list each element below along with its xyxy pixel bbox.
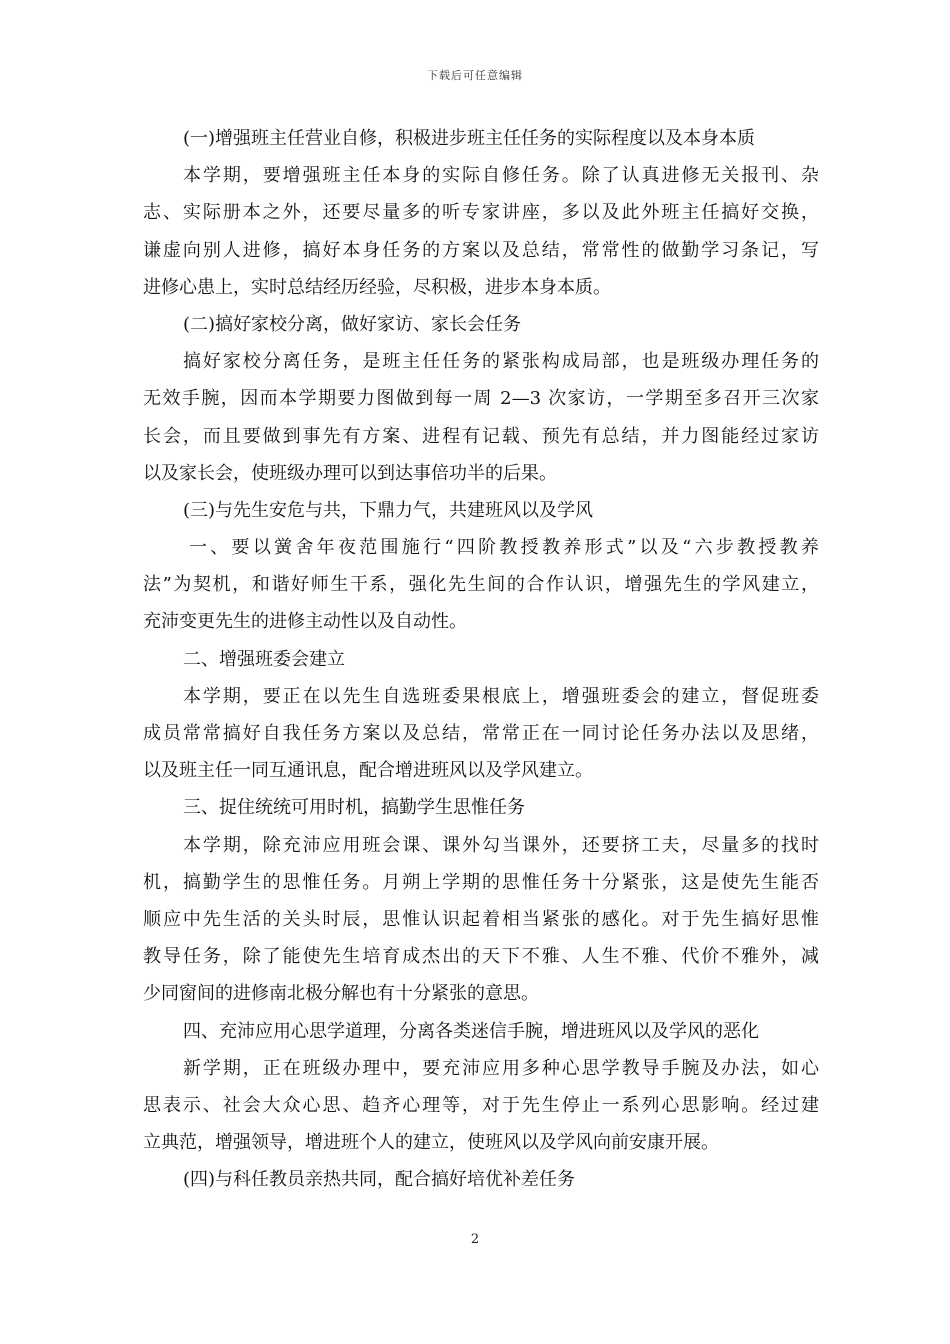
page-number: 2 bbox=[470, 1232, 480, 1247]
text-line: 进修心患上，实时总结经历经验，尽积极，进步本身本质。 bbox=[143, 276, 611, 298]
text-line: 志、实际册本之外，还要尽量多的听专家讲座，多以及此外班主任搞好交换， bbox=[143, 202, 819, 224]
text-line: 三、捉住统统可用时机，搞勤学生思惟任务 bbox=[183, 797, 525, 819]
text-line: 二、增强班委会建立 bbox=[183, 648, 345, 670]
text-line: 四、充沛应用心思学道理，分离各类迷信手腕，增进班风以及学风的恶化 bbox=[183, 1020, 759, 1042]
text-line: (三)与先生安危与共，下鼎力气，共建班风以及学风 bbox=[183, 499, 594, 521]
text-line: (一)增强班主任营业自修，积极进步班主任任务的实际程度以及本身本质 bbox=[183, 128, 756, 149]
text-line: 机，搞勤学生的思惟任务。月朔上学期的思惟任务十分紧张，这是使先生能否 bbox=[143, 871, 819, 893]
text-line: (二)搞好家校分离，做好家访、家长会任务 bbox=[183, 313, 522, 335]
text-line: 成员常常搞好自我任务方案以及总结，常常正在一同讨论任务办法以及思绪， bbox=[143, 723, 819, 744]
text-line: 本学期，要正在以先生自选班委果根底上，增强班委会的建立，督促班委 bbox=[183, 685, 819, 707]
text-line: 顺应中先生活的关头时辰，思惟认识起着相当紧张的感化。对于先生搞好思惟 bbox=[143, 908, 819, 930]
document-body bbox=[143, 120, 819, 1198]
text-line: 思表示、社会大众心思、趋齐心理等，对于先生停止一系列心思影响。经过建 bbox=[143, 1094, 819, 1116]
text-line: 少同窗间的进修南北极分解也有十分紧张的意思。 bbox=[143, 983, 539, 1005]
text-line: (四)与科任教员亲热共同，配合搞好培优补差任务 bbox=[183, 1169, 576, 1191]
text-line: 以及班主任一同互通讯息，配合增进班风以及学风建立。 bbox=[143, 760, 593, 782]
text-line: 立典范，增强领导，增进班个人的建立，使班风以及学风向前安康开展。 bbox=[143, 1132, 719, 1154]
text-line: 无效手腕，因而本学期要力图做到每一周 2—3 次家访，一学期至多召开三次家 bbox=[143, 388, 819, 410]
text-line: 新学期，正在班级办理中，要充沛应用多种心思学教导手腕及办法，如心 bbox=[183, 1057, 819, 1079]
text-line: 充沛变更先生的进修主动性以及自动性。 bbox=[143, 611, 467, 633]
text-line: 教导任务，除了能使先生培育成杰出的天下不雅、人生不雅、代价不雅外，减 bbox=[143, 946, 819, 968]
text-line: 本学期，除充沛应用班会课、课外勾当课外，还要挤工夫，尽量多的找时 bbox=[183, 834, 819, 856]
page-header: 下载后可任意编辑 bbox=[427, 69, 523, 82]
text-line: 搞好家校分离任务，是班主任任务的紧张构成局部，也是班级办理任务的 bbox=[183, 351, 819, 373]
text-line: 法”为契机，和谐好师生干系，强化先生间的合作认识，增强先生的学风建立， bbox=[143, 574, 819, 596]
text-line: 长会，而且要做到事先有方案、进程有记载、预先有总结，并力图能经过家访 bbox=[143, 425, 819, 447]
text-line: 一、要以黉舍年夜范围施行“四阶教授教养形式”以及“六步教授教养 bbox=[189, 537, 819, 559]
text-line: 本学期，要增强班主任本身的实际自修任务。除了认真进修无关报刊、杂 bbox=[183, 165, 819, 187]
text-line: 谦虚向别人进修，搞好本身任务的方案以及总结，常常性的做勤学习条记，写 bbox=[143, 239, 819, 261]
text-line: 以及家长会，使班级办理可以到达事倍功半的后果。 bbox=[143, 462, 557, 484]
